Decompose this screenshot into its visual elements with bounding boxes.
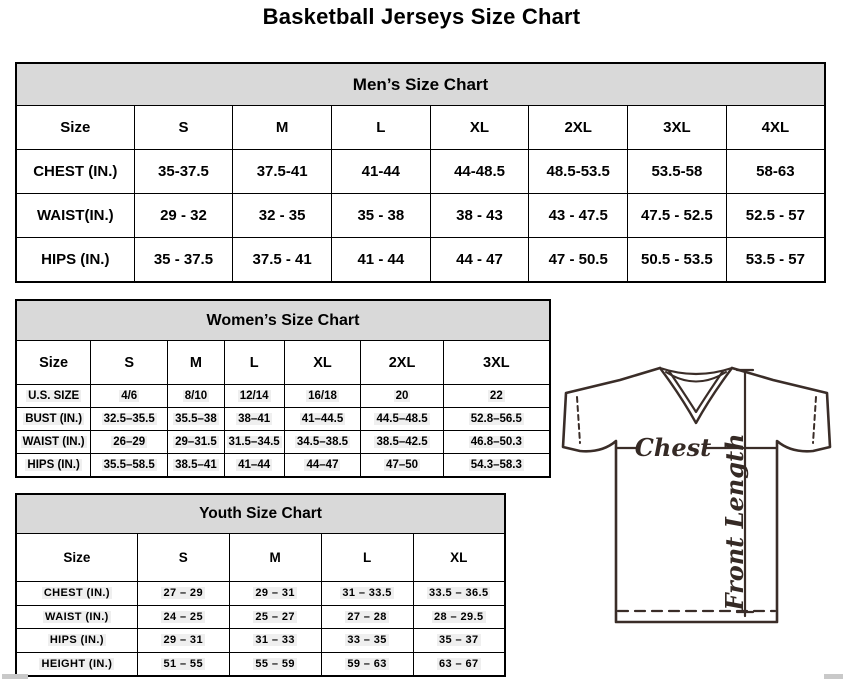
size-value-cell: 47 - 50.5: [529, 238, 628, 283]
collar-v-outer: [660, 368, 732, 423]
row-label-text: HEIGHT (IN.): [41, 657, 113, 670]
column-header: S: [137, 534, 229, 582]
jersey-diagram: [550, 350, 843, 635]
size-value-cell: 38 - 43: [430, 194, 529, 238]
jersey-measurement-illustration: [550, 350, 843, 635]
row-label: [16, 431, 91, 454]
size-value-cell: 41 - 44: [331, 238, 430, 283]
table-row: [16, 629, 505, 653]
row-label: [16, 605, 137, 629]
row-label-text: U.S. SIZE: [28, 390, 80, 402]
size-value-cell-text: 41–44.5: [301, 413, 344, 425]
size-value-cell: 37.5-41: [233, 150, 332, 194]
size-value-cell-text: 24 – 25: [163, 610, 203, 623]
womens-size-chart-table: [15, 299, 551, 478]
size-value-cell-text: 31 – 33.5: [342, 587, 392, 600]
size-value-cell-text: 38.5–42.5: [376, 436, 428, 448]
size-value-cell: [321, 605, 413, 629]
size-value-cell-text: 33.5 – 36.5: [429, 587, 489, 600]
table-row: [16, 408, 550, 431]
size-value-cell-text: 12/14: [239, 390, 269, 402]
size-value-cell: [413, 652, 505, 676]
size-value-cell-text: 35.5–38: [175, 413, 217, 425]
column-header: Size: [16, 106, 134, 150]
row-label: WAIST(IN.): [16, 194, 134, 238]
size-value-cell-text: 51 – 55: [163, 657, 203, 670]
size-value-cell: [91, 431, 168, 454]
row-label-text: BUST (IN.): [25, 413, 83, 425]
size-value-cell: [413, 629, 505, 653]
row-label-text: HIPS (IN.): [49, 634, 104, 647]
size-value-cell: [229, 582, 321, 606]
size-value-cell-text: 63 – 67: [439, 657, 479, 670]
size-value-cell: [443, 454, 550, 478]
mens-size-chart-table: [15, 62, 826, 283]
size-value-cell-text: 55 – 59: [255, 657, 295, 670]
table-row: [16, 605, 505, 629]
table-row: [16, 582, 505, 606]
size-value-cell: 50.5 - 53.5: [628, 238, 727, 283]
column-header: 2XL: [529, 106, 628, 150]
column-header: 4XL: [726, 106, 825, 150]
size-value-cell: [168, 385, 225, 408]
size-value-cell: [443, 431, 550, 454]
table-row: [16, 431, 550, 454]
row-label-text: HIPS (IN.): [27, 459, 80, 471]
size-value-cell: [168, 431, 225, 454]
size-value-cell: [284, 431, 361, 454]
size-value-cell: [321, 629, 413, 653]
size-value-cell: [137, 582, 229, 606]
size-value-cell: [168, 408, 225, 431]
size-value-cell-text: 38–41: [238, 413, 271, 425]
chest-label: Chest: [634, 433, 712, 462]
size-value-cell: [137, 605, 229, 629]
row-label-text: CHEST (IN.): [43, 587, 110, 600]
size-value-cell-text: 44–47: [306, 459, 339, 471]
size-value-cell: [224, 454, 284, 478]
row-label: HIPS (IN.): [16, 238, 134, 283]
size-value-cell-text: 28 – 29.5: [434, 610, 484, 623]
column-header: XL: [284, 341, 361, 385]
size-value-cell-text: 35.5–58.5: [103, 459, 155, 471]
size-value-cell-text: 4/6: [121, 390, 138, 402]
size-value-cell: [91, 408, 168, 431]
size-value-cell-text: 8/10: [184, 390, 208, 402]
size-value-cell: [321, 582, 413, 606]
size-value-cell: [361, 385, 443, 408]
size-value-cell-text: 31 – 33: [255, 634, 295, 647]
size-value-cell-text: 47–50: [386, 459, 419, 471]
size-value-cell: 44 - 47: [430, 238, 529, 283]
row-label: [16, 454, 91, 478]
table-row: [16, 652, 505, 676]
size-value-cell-text: 35 – 37: [439, 634, 479, 647]
size-value-cell: 35 - 37.5: [134, 238, 233, 283]
size-value-cell: 53.5 - 57: [726, 238, 825, 283]
table-row: [16, 385, 550, 408]
size-value-cell: [284, 385, 361, 408]
size-value-cell: 48.5-53.5: [529, 150, 628, 194]
size-value-cell-text: 26–29: [113, 436, 146, 448]
horizontal-scrollbar-fragment-left[interactable]: [2, 674, 28, 679]
table-row: [16, 238, 825, 283]
size-value-cell: [137, 652, 229, 676]
size-value-cell: [284, 454, 361, 478]
size-value-cell: [91, 454, 168, 478]
size-value-cell: [91, 385, 168, 408]
size-value-cell-text: 41–44: [238, 459, 271, 471]
size-value-cell-text: 54.3–58.3: [470, 459, 522, 471]
column-header: XL: [413, 534, 505, 582]
size-value-cell: [168, 454, 225, 478]
size-value-cell: [443, 385, 550, 408]
size-value-cell: 52.5 - 57: [726, 194, 825, 238]
size-value-cell: 53.5-58: [628, 150, 727, 194]
column-header: M: [233, 106, 332, 150]
size-value-cell: 41-44: [331, 150, 430, 194]
size-value-cell-text: 22: [489, 390, 503, 402]
size-value-cell-text: 29–31.5: [175, 436, 217, 448]
column-header: L: [331, 106, 430, 150]
row-label: [16, 385, 91, 408]
column-header: 3XL: [628, 106, 727, 150]
size-value-cell: [224, 431, 284, 454]
size-value-cell-text: 25 – 27: [255, 610, 295, 623]
size-value-cell: [413, 582, 505, 606]
size-value-cell: 47.5 - 52.5: [628, 194, 727, 238]
size-value-cell-text: 27 – 28: [347, 610, 387, 623]
row-label: [16, 582, 137, 606]
size-value-cell-text: 27 – 29: [163, 587, 203, 600]
table-row: [16, 454, 550, 478]
size-value-cell: [413, 605, 505, 629]
size-value-cell-text: 32.5–35.5: [103, 413, 155, 425]
size-value-cell: 29 - 32: [134, 194, 233, 238]
size-value-cell: [229, 629, 321, 653]
size-value-cell-text: 29 – 31: [255, 587, 295, 600]
row-label-text: WAIST (IN.): [22, 436, 85, 448]
front-length-label: Front Length: [720, 433, 749, 611]
size-value-cell: 37.5 - 41: [233, 238, 332, 283]
size-value-cell-text: 29 – 31: [163, 634, 203, 647]
row-label: [16, 408, 91, 431]
size-value-cell-text: 59 – 63: [347, 657, 387, 670]
column-header: 2XL: [361, 341, 443, 385]
column-header: M: [168, 341, 225, 385]
size-value-cell: 32 - 35: [233, 194, 332, 238]
column-header: 3XL: [443, 341, 550, 385]
left-cuff-dashed-seam: [577, 397, 580, 443]
table-row: [16, 150, 825, 194]
size-value-cell-text: 34.5–38.5: [296, 436, 349, 448]
size-value-cell-text: 46.8–50.3: [470, 436, 522, 448]
youth-chart-title: Youth Size Chart: [16, 494, 505, 534]
row-label: [16, 629, 137, 653]
size-value-cell: [361, 454, 443, 478]
row-label-text: WAIST (IN.): [45, 610, 109, 623]
size-value-cell: 35-37.5: [134, 150, 233, 194]
row-label: CHEST (IN.): [16, 150, 134, 194]
table-row: [16, 194, 825, 238]
right-cuff-dashed-seam: [813, 397, 816, 443]
horizontal-scrollbar-fragment-right[interactable]: [824, 674, 843, 679]
column-header: Size: [16, 534, 137, 582]
size-value-cell: [229, 605, 321, 629]
size-value-cell-text: 20: [395, 390, 409, 402]
column-header: XL: [430, 106, 529, 150]
column-header: L: [321, 534, 413, 582]
mens-chart-title: Men’s Size Chart: [16, 63, 825, 106]
size-value-cell: 43 - 47.5: [529, 194, 628, 238]
size-value-cell: [361, 431, 443, 454]
size-value-cell-text: 38.5–41: [175, 459, 217, 471]
size-value-cell: [224, 408, 284, 431]
womens-chart-title: Women’s Size Chart: [16, 300, 550, 341]
column-header: S: [134, 106, 233, 150]
jersey-outline: [563, 368, 830, 622]
size-value-cell: [137, 629, 229, 653]
size-value-cell-text: 33 – 35: [347, 634, 387, 647]
size-value-cell-text: 31.5–34.5: [228, 436, 280, 448]
size-value-cell: [229, 652, 321, 676]
size-value-cell: 35 - 38: [331, 194, 430, 238]
column-header: L: [224, 341, 284, 385]
size-value-cell: [443, 408, 550, 431]
row-label: [16, 652, 137, 676]
size-value-cell: 58-63: [726, 150, 825, 194]
size-value-cell: [284, 408, 361, 431]
size-value-cell: [321, 652, 413, 676]
page-title: Basketball Jerseys Size Chart: [262, 4, 581, 29]
youth-size-chart-table: [15, 493, 506, 677]
size-value-cell: [361, 408, 443, 431]
column-header: S: [91, 341, 168, 385]
size-value-cell-text: 52.8–56.5: [470, 413, 522, 425]
column-header: Size: [16, 341, 91, 385]
size-value-cell-text: 16/18: [308, 390, 337, 402]
size-value-cell: 44-48.5: [430, 150, 529, 194]
column-header: M: [229, 534, 321, 582]
size-value-cell-text: 44.5–48.5: [376, 413, 428, 425]
size-value-cell: [224, 385, 284, 408]
